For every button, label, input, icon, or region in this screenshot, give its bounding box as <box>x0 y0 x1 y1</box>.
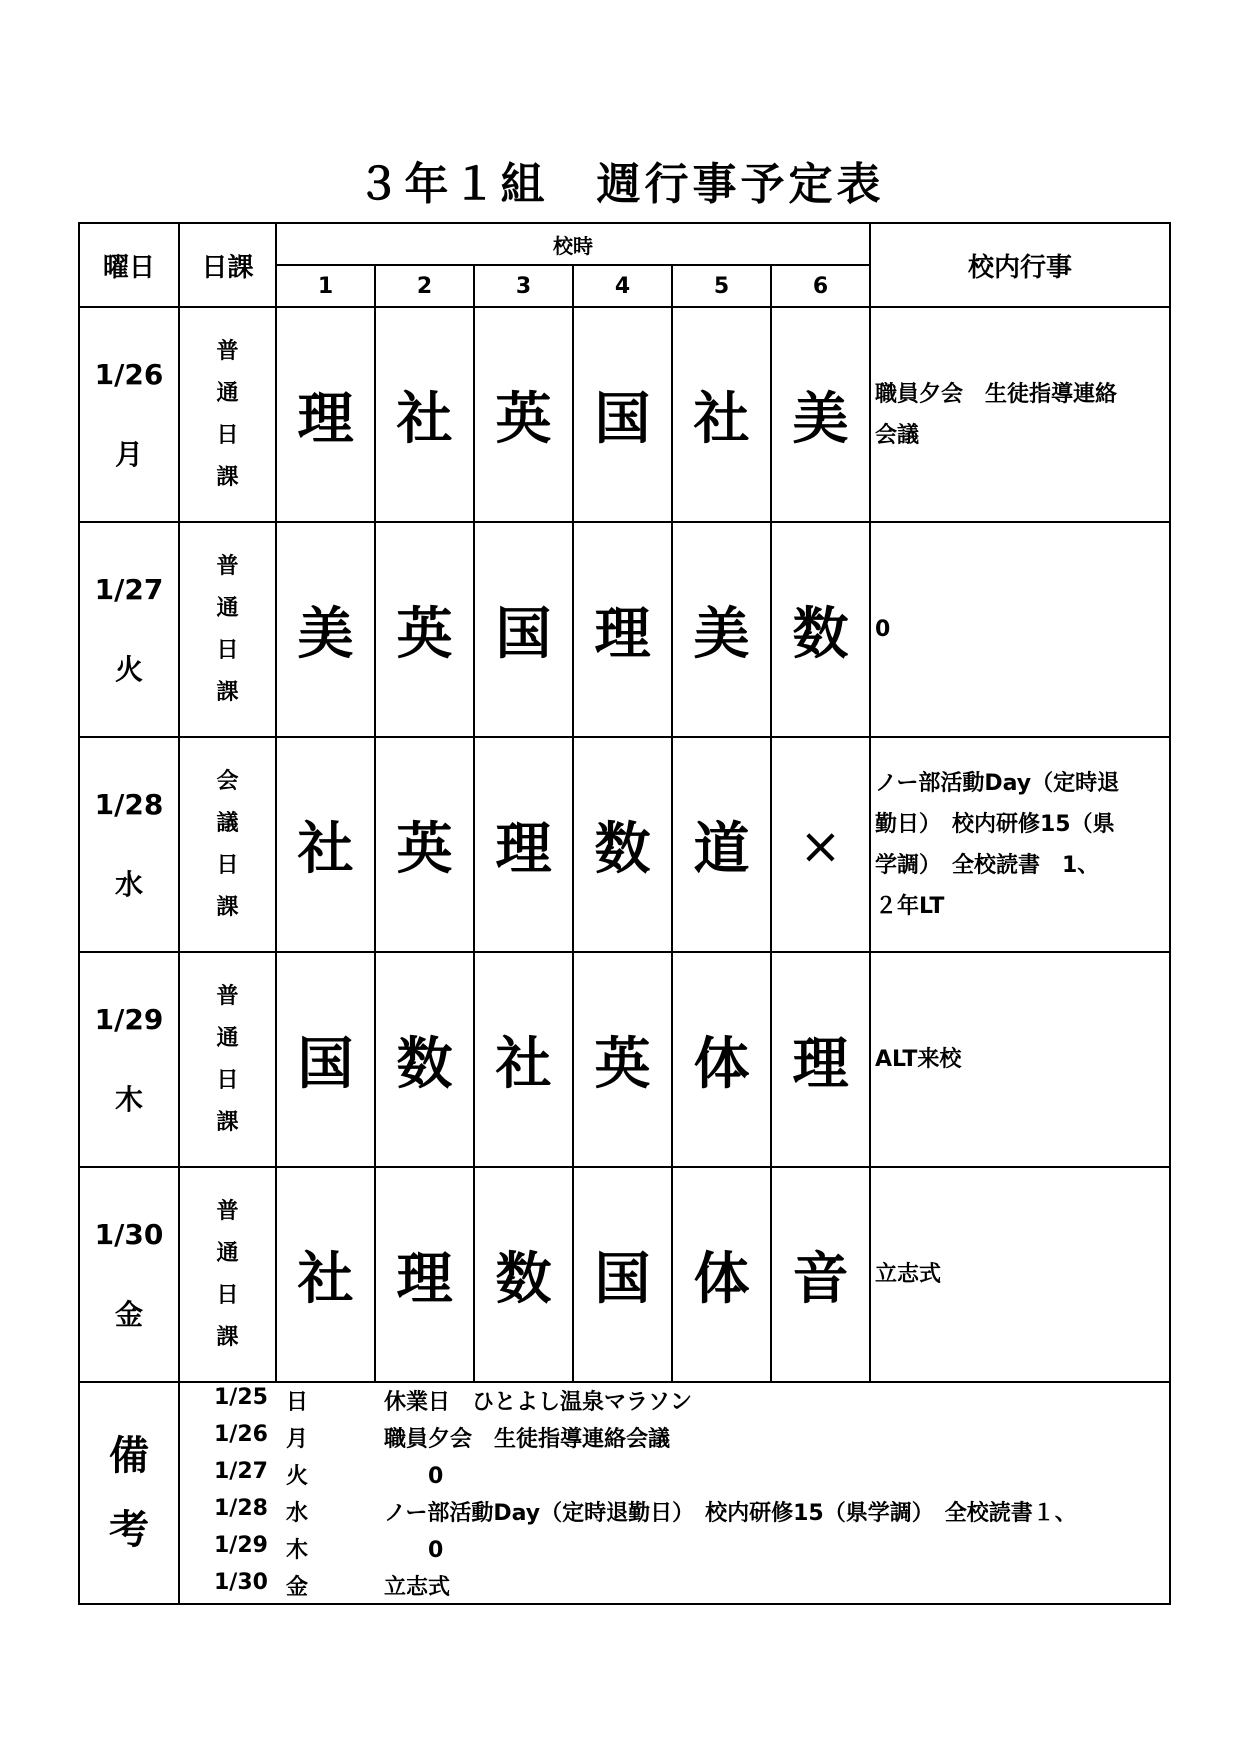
event-line: 立志式 <box>875 1262 942 1287</box>
biko-date: 1/28 <box>214 1496 268 1521</box>
subject-cell: 国 <box>474 522 573 737</box>
biko-date: 1/27 <box>214 1459 268 1484</box>
subject-cell: 社 <box>672 307 771 522</box>
header-events: 校内行事 <box>870 223 1170 307</box>
biko-line <box>214 1533 443 1570</box>
biko-event: 休業日 ひとよし温泉マラソン <box>384 1390 693 1415</box>
subject-cell: 美 <box>276 522 375 737</box>
subject-cell: 美 <box>672 522 771 737</box>
date: 1/30 <box>94 1217 164 1251</box>
day-row <box>79 1167 1170 1382</box>
nikka-char: 課 <box>216 679 239 705</box>
day-row <box>79 522 1170 737</box>
nikka-char: 議 <box>216 810 239 836</box>
weekday: 木 <box>114 1082 143 1116</box>
biko-label <box>79 1382 179 1604</box>
event-line: 職員夕会 生徒指導連絡 <box>875 381 1118 407</box>
nikka-char: 普 <box>216 338 239 364</box>
day-row <box>79 737 1170 952</box>
event-line: ノー部活動Day（定時退 <box>875 770 1120 796</box>
subject-cell: 社 <box>474 952 573 1167</box>
nikka-char: 通 <box>216 1025 239 1051</box>
biko-row <box>79 1382 1170 1604</box>
period-number: 2 <box>375 265 474 307</box>
nikka-char: 日 <box>216 1282 239 1308</box>
date: 1/28 <box>94 787 164 821</box>
event-cell <box>870 952 1170 1167</box>
nikka-char: 普 <box>216 553 239 579</box>
weekday: 水 <box>114 867 143 901</box>
nikka-char: 課 <box>216 1324 239 1350</box>
weekday: 金 <box>114 1297 143 1331</box>
biko-char: 考 <box>109 1507 149 1553</box>
no-class-mark: × <box>799 817 842 875</box>
nikka-char: 日 <box>216 1067 239 1093</box>
subject-cell: 英 <box>474 307 573 522</box>
weekday: 火 <box>114 652 143 686</box>
subject-cell: 道 <box>672 737 771 952</box>
biko-line <box>214 1496 1077 1533</box>
subject-cell: 数 <box>771 522 870 737</box>
biko-line <box>214 1459 443 1496</box>
subject-cell: 国 <box>573 307 672 522</box>
subject-cell: 社 <box>375 307 474 522</box>
schedule-table <box>78 222 1171 1605</box>
nikka-char: 普 <box>216 983 239 1009</box>
subject-cell: 社 <box>276 1167 375 1382</box>
event-cell <box>870 1167 1170 1382</box>
nikka-cell <box>179 737 276 952</box>
subject-cell: 理 <box>771 952 870 1167</box>
biko-date: 1/30 <box>214 1570 268 1595</box>
nikka-cell <box>179 1167 276 1382</box>
event-cell <box>870 307 1170 522</box>
biko-weekday: 火 <box>286 1464 309 1489</box>
biko-weekday: 木 <box>286 1538 309 1563</box>
event-cell <box>870 522 1170 737</box>
nikka-char: 課 <box>216 464 239 490</box>
weekday: 月 <box>114 437 143 471</box>
biko-line <box>214 1570 450 1604</box>
biko-date: 1/29 <box>214 1533 268 1558</box>
day-row <box>79 307 1170 522</box>
date-cell <box>79 1167 179 1382</box>
nikka-char: 日 <box>216 852 239 878</box>
event-line: 0 <box>875 617 891 642</box>
event-line: ALT来校 <box>875 1047 962 1072</box>
period-number: 1 <box>276 265 375 307</box>
nikka-char: 課 <box>216 1109 239 1135</box>
subject-cell: 社 <box>276 737 375 952</box>
biko-line <box>214 1422 670 1459</box>
period-number: 4 <box>573 265 672 307</box>
header-kouji: 校時 <box>276 223 870 265</box>
biko-weekday: 水 <box>286 1501 309 1526</box>
subject-cell: 数 <box>474 1167 573 1382</box>
biko-date: 1/26 <box>214 1422 268 1447</box>
nikka-cell <box>179 522 276 737</box>
date-cell <box>79 952 179 1167</box>
event-line: 学調） 全校読書 1、 <box>875 852 1100 878</box>
date: 1/29 <box>94 1002 164 1036</box>
subject-cell: 数 <box>573 737 672 952</box>
subject-cell: 国 <box>276 952 375 1167</box>
date: 1/27 <box>94 572 164 606</box>
subject-cell: 美 <box>771 307 870 522</box>
nikka-char: 日 <box>216 422 239 448</box>
nikka-char: 通 <box>216 380 239 406</box>
biko-weekday: 日 <box>286 1390 309 1415</box>
subject-cell: 英 <box>375 737 474 952</box>
header-youbi: 曜日 <box>79 223 179 307</box>
subject-cell: 体 <box>672 1167 771 1382</box>
subject-cell: 英 <box>375 522 474 737</box>
biko-body <box>179 1382 1170 1604</box>
period-number: 3 <box>474 265 573 307</box>
period-number: 6 <box>771 265 870 307</box>
biko-date: 1/25 <box>214 1385 268 1410</box>
biko-event: 0 <box>384 1538 444 1563</box>
biko-char: 備 <box>109 1433 149 1479</box>
biko-event: 0 <box>384 1464 444 1489</box>
date-cell <box>79 522 179 737</box>
header-nikka: 日課 <box>179 223 276 307</box>
biko-event: ノー部活動Day（定時退勤日） 校内研修15（県学調） 全校読書１、 <box>384 1501 1077 1526</box>
subject-cell: 体 <box>672 952 771 1167</box>
nikka-char: 通 <box>216 595 239 621</box>
nikka-char: 日 <box>216 637 239 663</box>
subject-cell: 理 <box>474 737 573 952</box>
subject-cell: 英 <box>573 952 672 1167</box>
biko-event: 立志式 <box>384 1575 451 1600</box>
biko-line <box>214 1385 692 1422</box>
date-cell <box>79 307 179 522</box>
subject-cell: 理 <box>375 1167 474 1382</box>
page-title: ３年１組 週行事予定表 <box>356 159 885 210</box>
nikka-cell <box>179 952 276 1167</box>
subject-cell: 理 <box>276 307 375 522</box>
subject-cell: 国 <box>573 1167 672 1382</box>
nikka-cell <box>179 307 276 522</box>
event-cell <box>870 737 1170 952</box>
period-number: 5 <box>672 265 771 307</box>
date-cell <box>79 737 179 952</box>
event-line: ２年LT <box>875 893 945 919</box>
biko-event: 職員夕会 生徒指導連絡会議 <box>384 1427 671 1452</box>
nikka-char: 普 <box>216 1198 239 1224</box>
nikka-char: 課 <box>216 894 239 920</box>
biko-weekday: 月 <box>286 1427 309 1452</box>
subject-cell: 数 <box>375 952 474 1167</box>
date: 1/26 <box>94 357 164 391</box>
event-line: 会議 <box>875 422 920 448</box>
biko-weekday: 金 <box>286 1575 309 1600</box>
subject-cell: 理 <box>573 522 672 737</box>
nikka-char: 会 <box>216 768 239 794</box>
event-line: 勤日） 校内研修15（県 <box>875 811 1115 837</box>
day-row <box>79 952 1170 1167</box>
subject-cell: 音 <box>771 1167 870 1382</box>
subject-cell <box>771 737 870 952</box>
nikka-char: 通 <box>216 1240 239 1266</box>
